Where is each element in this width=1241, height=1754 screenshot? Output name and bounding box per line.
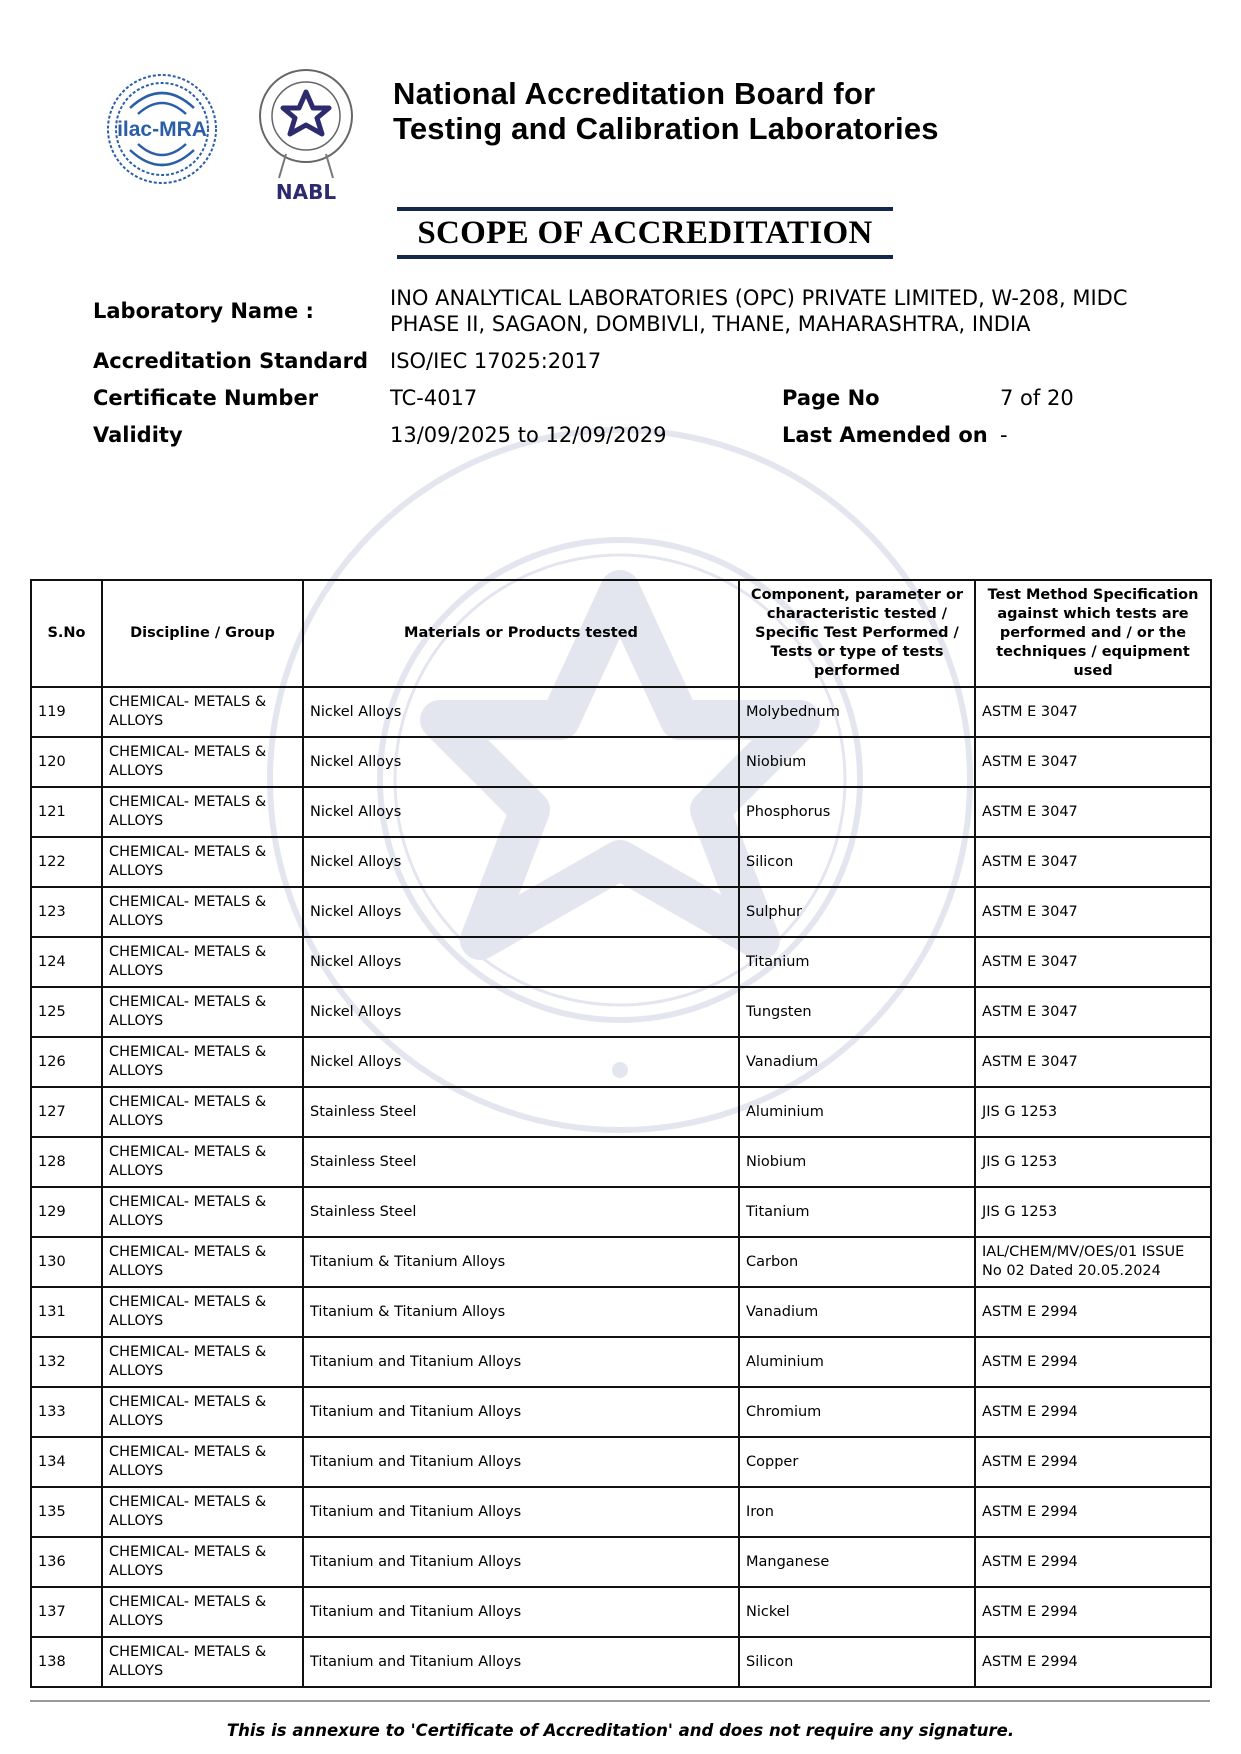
cell-test-method: ASTM E 2994: [975, 1587, 1211, 1637]
cell-discipline: CHEMICAL- METALS & ALLOYS: [102, 1437, 303, 1487]
cell-component: Niobium: [739, 1137, 975, 1187]
table-row: [31, 1387, 1211, 1437]
table-row: [31, 1137, 1211, 1187]
scope-table: [30, 579, 1212, 1688]
table-body: [31, 687, 1211, 1687]
cell-component: Vanadium: [739, 1287, 975, 1337]
cell-component: Copper: [739, 1437, 975, 1487]
cell-component: Silicon: [739, 1637, 975, 1687]
cell-sno: 125: [31, 987, 102, 1037]
cell-component: Silicon: [739, 837, 975, 887]
cell-discipline: CHEMICAL- METALS & ALLOYS: [102, 1237, 303, 1287]
cell-component: Aluminium: [739, 1337, 975, 1387]
cell-component: Titanium: [739, 937, 975, 987]
cell-materials: Titanium and Titanium Alloys: [303, 1637, 739, 1687]
cell-test-method: ASTM E 3047: [975, 737, 1211, 787]
cell-discipline: CHEMICAL- METALS & ALLOYS: [102, 687, 303, 737]
cell-component: Iron: [739, 1487, 975, 1537]
cell-discipline: CHEMICAL- METALS & ALLOYS: [102, 1337, 303, 1387]
cell-materials: Nickel Alloys: [303, 787, 739, 837]
cell-component: Manganese: [739, 1537, 975, 1587]
cell-discipline: CHEMICAL- METALS & ALLOYS: [102, 1587, 303, 1637]
cell-sno: 137: [31, 1587, 102, 1637]
validity-label: [93, 422, 183, 448]
cell-materials: Titanium & Titanium Alloys: [303, 1237, 739, 1287]
cell-sno: 133: [31, 1387, 102, 1437]
cell-discipline: CHEMICAL- METALS & ALLOYS: [102, 1387, 303, 1437]
table-row: [31, 1487, 1211, 1537]
cell-discipline: CHEMICAL- METALS & ALLOYS: [102, 1487, 303, 1537]
cell-sno: 120: [31, 737, 102, 787]
last-amended-value: -: [1000, 423, 1008, 447]
cell-materials: Stainless Steel: [303, 1087, 739, 1137]
footer-note: This is annexure to 'Certificate of Accreditation' and does not require any signature.: [226, 1721, 1015, 1740]
table-row: [31, 1437, 1211, 1487]
cell-discipline: CHEMICAL- METALS & ALLOYS: [102, 1137, 303, 1187]
table-row: [31, 1037, 1211, 1087]
footer-divider: [30, 1700, 1210, 1702]
cell-materials: Titanium & Titanium Alloys: [303, 1287, 739, 1337]
table-row: [31, 887, 1211, 937]
cell-materials: Titanium and Titanium Alloys: [303, 1587, 739, 1637]
svg-text:NABL: NABL: [275, 180, 337, 204]
table-row: [31, 1087, 1211, 1137]
header-materials: Materials or Products tested: [303, 580, 739, 687]
cell-test-method: JIS G 1253: [975, 1137, 1211, 1187]
cell-test-method: ASTM E 3047: [975, 937, 1211, 987]
cell-sno: 135: [31, 1487, 102, 1537]
cell-sno: 136: [31, 1537, 102, 1587]
cell-component: Chromium: [739, 1387, 975, 1437]
cell-test-method: IAL/CHEM/MV/OES/01 ISSUE No 02 Dated 20.05.2024: [975, 1237, 1211, 1287]
cell-materials: Nickel Alloys: [303, 887, 739, 937]
certificate-value: TC-4017: [390, 386, 478, 410]
cell-sno: 127: [31, 1087, 102, 1137]
cell-sno: 119: [31, 687, 102, 737]
cell-materials: Stainless Steel: [303, 1137, 739, 1187]
table-row: [31, 787, 1211, 837]
page-no-value: 7 of 20: [1000, 386, 1074, 410]
cell-discipline: CHEMICAL- METALS & ALLOYS: [102, 937, 303, 987]
cell-test-method: ASTM E 3047: [975, 787, 1211, 837]
table-row: [31, 1237, 1211, 1287]
lab-name-line-1: INO ANALYTICAL LABORATORIES (OPC) PRIVATE LIMITED, W-208, MIDC: [390, 286, 1128, 310]
validity-value: 13/09/2025 to 12/09/2029: [390, 423, 667, 447]
table-header-row: [31, 580, 1211, 687]
table-row: [31, 687, 1211, 737]
table-row: [31, 1537, 1211, 1587]
certificate-label-text: Certificate Number: [93, 386, 319, 410]
cell-discipline: CHEMICAL- METALS & ALLOYS: [102, 737, 303, 787]
cell-test-method: ASTM E 2994: [975, 1337, 1211, 1387]
cell-sno: 134: [31, 1437, 102, 1487]
cell-sno: 131: [31, 1287, 102, 1337]
table-row: [31, 1337, 1211, 1387]
cell-test-method: JIS G 1253: [975, 1187, 1211, 1237]
table-row: [31, 1287, 1211, 1337]
cell-discipline: CHEMICAL- METALS & ALLOYS: [102, 837, 303, 887]
lab-name-label-text: Laboratory Name :: [93, 299, 314, 323]
cell-materials: Nickel Alloys: [303, 937, 739, 987]
lab-name-label: [93, 298, 314, 324]
cell-component: Sulphur: [739, 887, 975, 937]
last-amended-label-text: Last Amended on: [782, 423, 988, 447]
scope-title: SCOPE OF ACCREDITATION: [417, 215, 873, 251]
cell-sno: 138: [31, 1637, 102, 1687]
cell-sno: 129: [31, 1187, 102, 1237]
cell-test-method: ASTM E 2994: [975, 1437, 1211, 1487]
last-amended-label: [782, 422, 988, 448]
lab-name-line-2: PHASE II, SAGAON, DOMBIVLI, THANE, MAHARASHTRA, INDIA: [390, 312, 1031, 336]
table-row: [31, 937, 1211, 987]
page-no-label: [782, 385, 880, 411]
table-row: [31, 987, 1211, 1037]
cell-sno: 128: [31, 1137, 102, 1187]
validity-label-text: Validity: [93, 423, 183, 447]
cell-materials: Stainless Steel: [303, 1187, 739, 1237]
cell-discipline: CHEMICAL- METALS & ALLOYS: [102, 1537, 303, 1587]
cell-materials: Nickel Alloys: [303, 1037, 739, 1087]
certificate-label: [93, 385, 318, 411]
nabl-logo: [253, 66, 359, 206]
cell-component: Titanium: [739, 1187, 975, 1237]
cell-component: Nickel: [739, 1587, 975, 1637]
cell-discipline: CHEMICAL- METALS & ALLOYS: [102, 887, 303, 937]
cell-materials: Titanium and Titanium Alloys: [303, 1337, 739, 1387]
cell-materials: Titanium and Titanium Alloys: [303, 1387, 739, 1437]
cell-materials: Titanium and Titanium Alloys: [303, 1487, 739, 1537]
cell-discipline: CHEMICAL- METALS & ALLOYS: [102, 987, 303, 1037]
header-discipline: Discipline / Group: [102, 580, 303, 687]
cell-test-method: ASTM E 3047: [975, 837, 1211, 887]
cell-component: Vanadium: [739, 1037, 975, 1087]
cell-test-method: ASTM E 2994: [975, 1487, 1211, 1537]
cell-test-method: ASTM E 3047: [975, 887, 1211, 937]
organization-title: [393, 76, 939, 146]
cell-test-method: ASTM E 3047: [975, 687, 1211, 737]
org-title-line-2: Testing and Calibration Laboratories: [393, 111, 939, 146]
cell-test-method: ASTM E 2994: [975, 1387, 1211, 1437]
table-row: [31, 837, 1211, 887]
standard-label-text: Accreditation Standard: [93, 349, 368, 373]
org-title-line-1: National Accreditation Board for: [393, 76, 876, 111]
header-sno: S.No: [31, 580, 102, 687]
cell-discipline: CHEMICAL- METALS & ALLOYS: [102, 1037, 303, 1087]
table-row: [31, 1187, 1211, 1237]
page-no-label-text: Page No: [782, 386, 880, 410]
cell-discipline: CHEMICAL- METALS & ALLOYS: [102, 1087, 303, 1137]
cell-materials: Nickel Alloys: [303, 987, 739, 1037]
cell-materials: Nickel Alloys: [303, 687, 739, 737]
cell-discipline: CHEMICAL- METALS & ALLOYS: [102, 1187, 303, 1237]
cell-materials: Nickel Alloys: [303, 737, 739, 787]
cell-sno: 126: [31, 1037, 102, 1087]
cell-discipline: CHEMICAL- METALS & ALLOYS: [102, 1637, 303, 1687]
cell-test-method: ASTM E 3047: [975, 1037, 1211, 1087]
cell-sno: 123: [31, 887, 102, 937]
cell-sno: 130: [31, 1237, 102, 1287]
cell-materials: Titanium and Titanium Alloys: [303, 1537, 739, 1587]
cell-sno: 121: [31, 787, 102, 837]
cell-component: Carbon: [739, 1237, 975, 1287]
table-row: [31, 737, 1211, 787]
cell-materials: Titanium and Titanium Alloys: [303, 1437, 739, 1487]
cell-component: Phosphorus: [739, 787, 975, 837]
cell-component: Niobium: [739, 737, 975, 787]
header-test-method: Test Method Specification against which tests are performed and / or the techniques / equipment used: [975, 580, 1211, 687]
cell-test-method: ASTM E 2994: [975, 1287, 1211, 1337]
svg-text:ilac-MRA: ilac-MRA: [117, 118, 207, 141]
standard-value: ISO/IEC 17025:2017: [390, 349, 602, 373]
table-row: [31, 1587, 1211, 1637]
cell-component: Molybednum: [739, 687, 975, 737]
ilac-mra-logo: [105, 68, 219, 190]
cell-component: Tungsten: [739, 987, 975, 1037]
cell-sno: 124: [31, 937, 102, 987]
cell-test-method: ASTM E 2994: [975, 1537, 1211, 1587]
cell-sno: 122: [31, 837, 102, 887]
header-component: Component, parameter or characteristic tested / Specific Test Performed / Tests or type of tests performed: [739, 580, 975, 687]
lab-name-value: [390, 285, 1150, 337]
table-row: [31, 1637, 1211, 1687]
cell-materials: Nickel Alloys: [303, 837, 739, 887]
cell-component: Aluminium: [739, 1087, 975, 1137]
standard-label: [93, 348, 368, 374]
cell-test-method: ASTM E 3047: [975, 987, 1211, 1037]
cell-discipline: CHEMICAL- METALS & ALLOYS: [102, 1287, 303, 1337]
cell-sno: 132: [31, 1337, 102, 1387]
cell-test-method: ASTM E 2994: [975, 1637, 1211, 1687]
cell-test-method: JIS G 1253: [975, 1087, 1211, 1137]
cell-discipline: CHEMICAL- METALS & ALLOYS: [102, 787, 303, 837]
scope-heading-box: [397, 207, 893, 259]
